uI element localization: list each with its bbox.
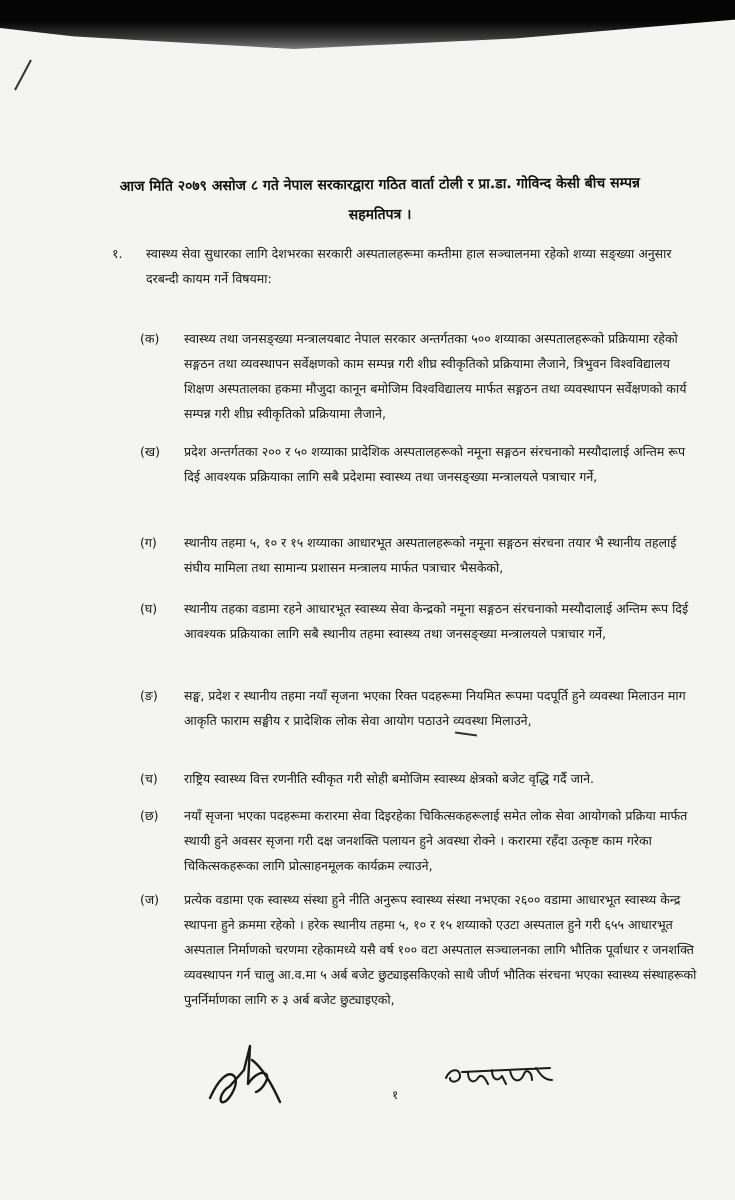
main-item-number: १. bbox=[112, 246, 123, 261]
sub-item-chha bbox=[140, 803, 700, 878]
sub-item-marker: (च) bbox=[140, 771, 158, 786]
sub-item-marker: (ख) bbox=[140, 444, 160, 459]
page-number: १ bbox=[392, 1088, 399, 1102]
sub-item-text: प्रदेश अन्तर्गतका २०० र ५० शय्याका प्रादेशिक अस्पतालहरूको नमूना सङ्गठन संरचनाको मस्यौदालाई अन्तिम रूप दिई आवश्यक प्रक्रियाका लागि सबै प्रदेशमा स्वास्थ्य तथा जनसङ्ख्या मन्त्रालयले पत्राचार गर्ने, bbox=[184, 444, 686, 484]
sub-item-text: स्थानीय तहमा ५, १० र १५ शय्याका आधारभूत अस्पतालहरूको नमूना सङ्गठन संरचना तयार भै स्थानीय तहलाई संघीय मामिला तथा सामान्य प्रशासन मन्त्रालय मार्फत पत्राचार भैसकेको, bbox=[184, 535, 677, 575]
main-item-text: स्वास्थ्य सेवा सुधारका लागि देशभरका सरकारी अस्पतालहरूमा कम्तीमा हाल सञ्चालनमा रहेको शय्या सङ्ख्या अनुसार दरबन्दी कायम गर्ने विषयमा: bbox=[146, 246, 672, 286]
sub-item-text: नयाँ सृजना भएका पदहरूमा करारमा सेवा दिइरहेका चिकित्सकहरूलाई समेत लोक सेवा आयोगको प्रक्रिया मार्फत स्थायी हुने अवसर सृजना गरी दक्ष जनशक्ति पलायन हुने अवस्था रोक्ने । करारमा रहँदा उत्कृष्ट काम गरेका चिकित्सकहरूका लागि प्रोत्साहनमूलक कार्यक्रम ल्याउने, bbox=[184, 808, 688, 873]
sub-item-marker: (क) bbox=[140, 331, 160, 346]
sub-item-marker: (ग) bbox=[140, 535, 157, 550]
sub-item-ja bbox=[140, 887, 700, 1012]
sub-item-marker: (छ) bbox=[140, 808, 159, 823]
sub-item-marker: (ज) bbox=[140, 892, 160, 907]
main-item bbox=[112, 241, 702, 291]
sub-item-ka bbox=[140, 326, 700, 426]
sub-item-text: स्थानीय तहका वडामा रहने आधारभूत स्वास्थ्य सेवा केन्द्रको नमूना सङ्गठन संरचनाको मस्यौदालाई अन्तिम रूप दिई आवश्यक प्रक्रियाका लागि सबै स्थानीय तहमा स्वास्थ्य तथा जनसङ्ख्या मन्त्रालयले पत्राचार गर्ने, bbox=[184, 601, 689, 641]
sub-item-ga bbox=[140, 530, 700, 580]
sub-item-text: प्रत्येक वडामा एक स्वास्थ्य संस्था हुने नीति अनुरूप स्वास्थ्य संस्था नभएका २६०० वडामा आधारभूत स्वास्थ्य केन्द्र स्थापना हुने क्रममा रहेको । हरेक स्थानीय तहमा ५, १० र १५ शय्याको एउटा अस्पताल हुने गरी ६५५ आधारभूत अस्पताल निर्माणको चरणमा रहेकामध्ये यसै वर्ष १०० वटा अस्पताल सञ्चालनका लागि भौतिक पूर्वाधार र जनशक्ति व्यवस्थापन गर्न चालु आ.व.मा ५ अर्ब बजेट छुट्याइसकिएको साथै जीर्ण भौतिक संरचना भएका स्वास्थ्य संस्थाहरूको पुनर्निर्माणका लागि रु ३ अर्ब बजेट छुट्याइएको, bbox=[184, 892, 697, 1007]
sub-item-text: सङ्घ, प्रदेश र स्थानीय तहमा नयाँ सृजना भएका रिक्त पदहरूमा नियमित रूपमा पदपूर्ति हुने व्यवस्था मिलाउन माग आकृति फाराम सङ्घीय र प्रादेशिक लोक सेवा आयोग पठाउने व्यवस्था मिलाउने, bbox=[184, 688, 686, 728]
document-title: आज मिति २०७९ असोज ८ गते नेपाल सरकारद्वारा गठित वार्ता टोली र प्रा.डा. गोविन्द केसी बीच सम्पन्न सहमतिपत्र । bbox=[119, 175, 641, 224]
sub-item-text: स्वास्थ्य तथा जनसङ्ख्या मन्त्रालयबाट नेपाल सरकार अन्तर्गतका ५०० शय्याका अस्पतालहरूको प्रक्रियामा रहेको सङ्गठन तथा व्यवस्थापन सर्वेक्षणको काम सम्पन्न गरी शीघ्र स्वीकृतिको प्रक्रियामा लैजाने, त्रिभुवन विश्वविद्यालय शिक्षण अस्पतालका हकमा मौजुदा कानून बमोजिम विश्वविद्यालय मार्फत सङ्गठन तथा व्यवस्थापन सर्वेक्षणको कार्य सम्पन्न गरी शीघ्र स्वीकृतिको प्रक्रियामा लैजाने, bbox=[184, 331, 687, 421]
signature-left bbox=[200, 1040, 290, 1110]
sub-item-gha bbox=[140, 596, 700, 646]
scan-shadow bbox=[0, 0, 735, 70]
sub-item-kha bbox=[140, 439, 700, 489]
sub-item-cha bbox=[140, 766, 700, 791]
sub-item-text: राष्ट्रिय स्वास्थ्य वित्त रणनीति स्वीकृत गरी सोही बमोजिम स्वास्थ्य क्षेत्रको बजेट वृद्धि गर्दै जाने. bbox=[184, 771, 595, 786]
sub-item-marker: (घ) bbox=[140, 601, 158, 616]
pen-mark bbox=[14, 60, 32, 91]
signature-right bbox=[440, 1050, 560, 1100]
sub-item-marker: (ङ) bbox=[140, 688, 158, 703]
sub-item-nga bbox=[140, 683, 700, 733]
